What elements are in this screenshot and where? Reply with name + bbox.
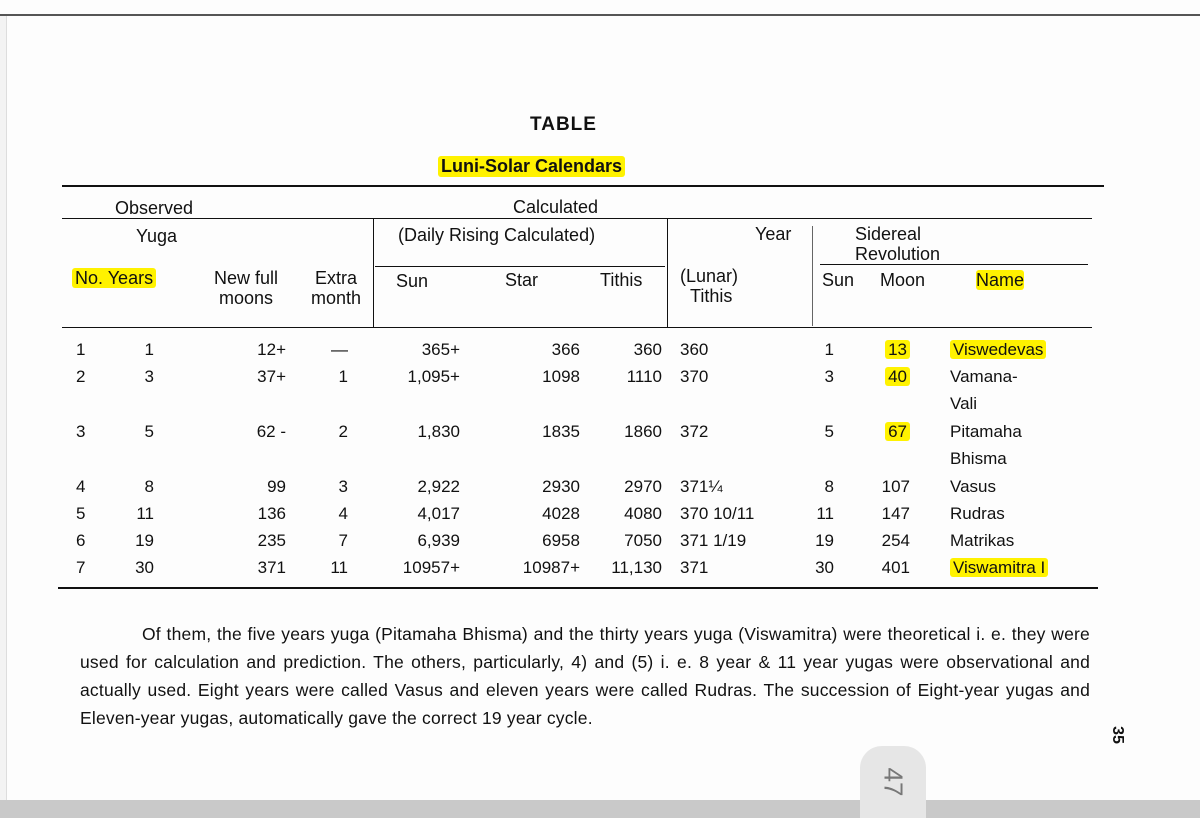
hdr-lunar-tithis-label: Tithis [690,286,733,306]
table-rule-2 [62,218,1092,219]
cell-value: 1110 [626,367,662,386]
cell-value: 11 [136,504,154,523]
cell-value: 360 [680,340,709,359]
cell-value: Rudras [950,504,1005,523]
cell-no [76,367,96,387]
cell-name [950,422,1080,442]
cell-no [76,504,96,524]
cell-star [500,558,580,578]
cell-value: 2,922 [417,477,460,496]
table-top-rule [62,185,1104,187]
cell-value: 40 [885,367,910,386]
cell-value: 3 [76,422,86,441]
cell-value: 1835 [542,422,580,441]
cell-value: 371¼ [680,477,723,496]
cell-value: 30 [135,558,154,577]
cell-value: 2 [338,422,348,441]
cell-tithis [596,340,662,360]
cell-sun [384,340,460,360]
cell-value: 4028 [542,504,580,523]
cell-value: 1,095+ [407,367,460,386]
cell-years [120,367,154,387]
cell-value: — [331,340,348,359]
hdr-sid-moon: Moon [880,270,926,290]
cell-extra [318,367,348,387]
hdr-lunar: (Lunar) [680,266,739,286]
cell-sid-moon [868,367,910,387]
cell-years [120,422,154,442]
cell-star [500,531,580,551]
cell-value: 366 [551,340,580,359]
hdr-yuga: Yuga [136,226,178,246]
hdr-name [976,270,1024,290]
cell-name [950,477,1080,497]
cell-sun [384,422,460,442]
cell-sid-sun [800,558,834,578]
cell-lunar-tithis [680,504,790,524]
cell-value: 19 [135,531,154,550]
cell-value: 5 [76,504,86,523]
cell-lunar-tithis [680,531,790,551]
cell-sid-moon [868,477,910,497]
cell-star [500,477,580,497]
hdr-revolution: Revolution [855,244,941,264]
cell-value: 6,939 [417,531,460,550]
cell-value: 1 [824,340,834,359]
table-subtitle: Luni-Solar Calendars [438,156,625,177]
cell-tithis [596,477,662,497]
cell-tithis [596,504,662,524]
cell-value: Vamana- [950,367,1018,386]
cell-new-full [232,367,286,387]
cell-value: 37+ [257,367,286,386]
calc-sub-rule [375,266,665,267]
cell-value: 99 [267,477,286,496]
hdr-moons: moons [218,288,274,308]
cell-extra [318,558,348,578]
cell-star [500,504,580,524]
paragraph-text: Of them, the five years yuga (Pitamaha Bhisma) and the thirty years yuga (Viswamitra) were theoretical i. e. they were used for calculation and prediction. The others, particularly, 4) and (5) i. e. 8 year & 11 year yugas were observational and actually used. Eight years were called Vasus and eleven years were called Rudras. The succession of Eight-year yugas and Eleven-year yugas, automatically gave the correct 19 year cycle. [80,624,1090,728]
cell-value: 2930 [542,477,580,496]
cell-value: 11 [330,558,348,577]
cell-tithis [596,531,662,551]
cell-name [950,504,1080,524]
cell-value: 372 [680,422,709,441]
cell-tithis [596,558,662,578]
hdr-years: Years [107,268,154,288]
hdr-sun: Sun [396,271,429,291]
cell-value: 5 [144,422,154,441]
cell-value: 4 [76,477,86,496]
hdr-star: Star [505,270,539,290]
cell-value: 7 [76,558,86,577]
hdr-sid-sun: Sun [822,270,855,290]
cell-star [500,422,580,442]
cell-value: 136 [257,504,286,523]
hdr-extra-month [304,268,368,308]
cell-value: 6 [76,531,86,550]
cell-value: 4 [338,504,348,523]
cell-value: 370 [680,367,709,386]
hdr-no: No. [75,268,104,288]
cell-value: 7 [338,531,348,550]
cell-no [76,531,96,551]
cell-value: Matrikas [950,531,1015,550]
cell-years [120,504,154,524]
cell-value: 6958 [542,531,580,550]
cell-value: 365+ [421,340,460,359]
cell-value: 10957+ [402,558,460,577]
cell-value: 3 [338,477,348,496]
cell-sun [384,558,460,578]
body-paragraph [80,620,1090,732]
cell-value: 107 [881,477,910,496]
cell-years [120,531,154,551]
cell-value: 67 [885,422,910,441]
cell-sid-moon [868,531,910,551]
hdr-name-text: Name [976,270,1025,290]
cell-lunar-tithis [680,558,790,578]
cell-value: 13 [885,340,910,359]
cell-value: Viswamitra I [950,558,1048,577]
cell-years [120,558,154,578]
hdr-no-years [72,268,156,288]
cell-value: 1860 [624,422,662,441]
cell-lunar-tithis [680,477,790,497]
cell-value: 371 [680,558,709,577]
cell-value: 8 [144,477,154,496]
cell-years [120,340,154,360]
col-divider-3 [812,226,813,326]
cell-value: Viswedevas [950,340,1046,359]
cell-star [500,367,580,387]
cell-new-full [232,558,286,578]
hdr-observed: Observed [115,198,194,218]
table-title: TABLE [530,114,597,135]
cell-value: 371 [257,558,286,577]
cell-sid-moon [868,558,910,578]
cell-value: 30 [815,558,834,577]
hdr-new-full-moons [204,268,288,308]
cell-sid-sun [800,422,834,442]
cell-value: 7050 [624,531,662,550]
cell-value: 371 1/19 [680,531,747,550]
cell-value: 2970 [624,477,662,496]
cell-value: 1 [144,340,154,359]
cell-extra [318,477,348,497]
cell-value: 19 [815,531,834,550]
cell-sun [384,504,460,524]
hdr-daily-rising: (Daily Rising Calculated) [398,225,596,245]
page-number: 35 [1108,726,1126,744]
cell-star [500,340,580,360]
viewer-page-tab-label: 47 [877,767,908,797]
cell-no [76,477,96,497]
cell-name [950,531,1080,551]
col-divider-1 [373,219,374,327]
cell-sun [384,367,460,387]
table-header-bottom-rule [62,327,1092,328]
cell-name-continued: Bhisma [950,449,1007,468]
hdr-new-full: New full [213,268,279,288]
cell-sid-sun [800,340,834,360]
cell-lunar-tithis [680,340,790,360]
cell-tithis [596,367,662,387]
cell-sid-moon [868,422,910,442]
cell-value: 2 [76,367,86,386]
cell-sid-moon [868,340,910,360]
cell-name [950,340,1080,360]
cell-value: 1,830 [417,422,460,441]
hdr-sidereal: Sidereal [855,224,922,244]
cell-no [76,558,96,578]
cell-value: 1098 [542,367,580,386]
cell-value: 147 [881,504,910,523]
cell-value: 62 - [256,422,286,441]
cell-sid-moon [868,504,910,524]
hdr-calculated: Calculated [513,197,599,217]
hdr-tithis: Tithis [600,270,643,290]
cell-value: 1 [338,367,348,386]
hdr-extra: Extra [314,268,357,288]
cell-name [950,558,1080,578]
viewer-bottom-bar [0,800,1200,818]
cell-new-full [232,477,286,497]
col-divider-2 [667,219,668,327]
cell-value: 4080 [624,504,662,523]
cell-no [76,340,96,360]
cell-name-continued: Vali [950,394,978,413]
cell-lunar-tithis [680,422,790,442]
cell-value: 5 [824,422,834,441]
cell-extra [318,531,348,551]
cell-value: 1 [76,340,86,359]
table-bottom-rule [58,587,1098,589]
cell-value: 11,130 [611,558,662,577]
cell-value: 370 10/11 [680,504,755,523]
hdr-lunar-tithis [680,266,738,306]
cell-value: Pitamaha [950,422,1022,441]
cell-sun [384,477,460,497]
cell-extra [318,422,348,442]
cell-new-full [232,531,286,551]
cell-value: 254 [881,531,910,550]
cell-new-full [232,422,286,442]
cell-no [76,422,96,442]
cell-extra [318,504,348,524]
viewer-page-tab[interactable] [860,746,926,818]
cell-years [120,477,154,497]
cell-value: 8 [824,477,834,496]
cell-sid-sun [800,504,834,524]
cell-tithis [596,422,662,442]
cell-new-full [232,504,286,524]
cell-value: 12+ [257,340,286,359]
cell-sid-sun [800,477,834,497]
hdr-year: Year [755,224,792,244]
cell-sun [384,531,460,551]
cell-value: Vasus [950,477,996,496]
cell-new-full [232,340,286,360]
cell-name [950,367,1080,387]
cell-value: 401 [881,558,910,577]
cell-sid-sun [800,531,834,551]
cell-extra [318,340,348,360]
cell-sid-sun [800,367,834,387]
cell-value: 11 [816,504,834,523]
page-top-edge [0,14,1200,16]
cell-value: 3 [144,367,154,386]
cell-value: 4,017 [417,504,460,523]
hdr-month: month [310,288,362,308]
cell-value: 3 [824,367,834,386]
cell-value: 10987+ [522,558,580,577]
cell-value: 360 [633,340,662,359]
cell-lunar-tithis [680,367,790,387]
cell-value: 235 [257,531,286,550]
sidereal-sub-rule [820,264,1088,265]
